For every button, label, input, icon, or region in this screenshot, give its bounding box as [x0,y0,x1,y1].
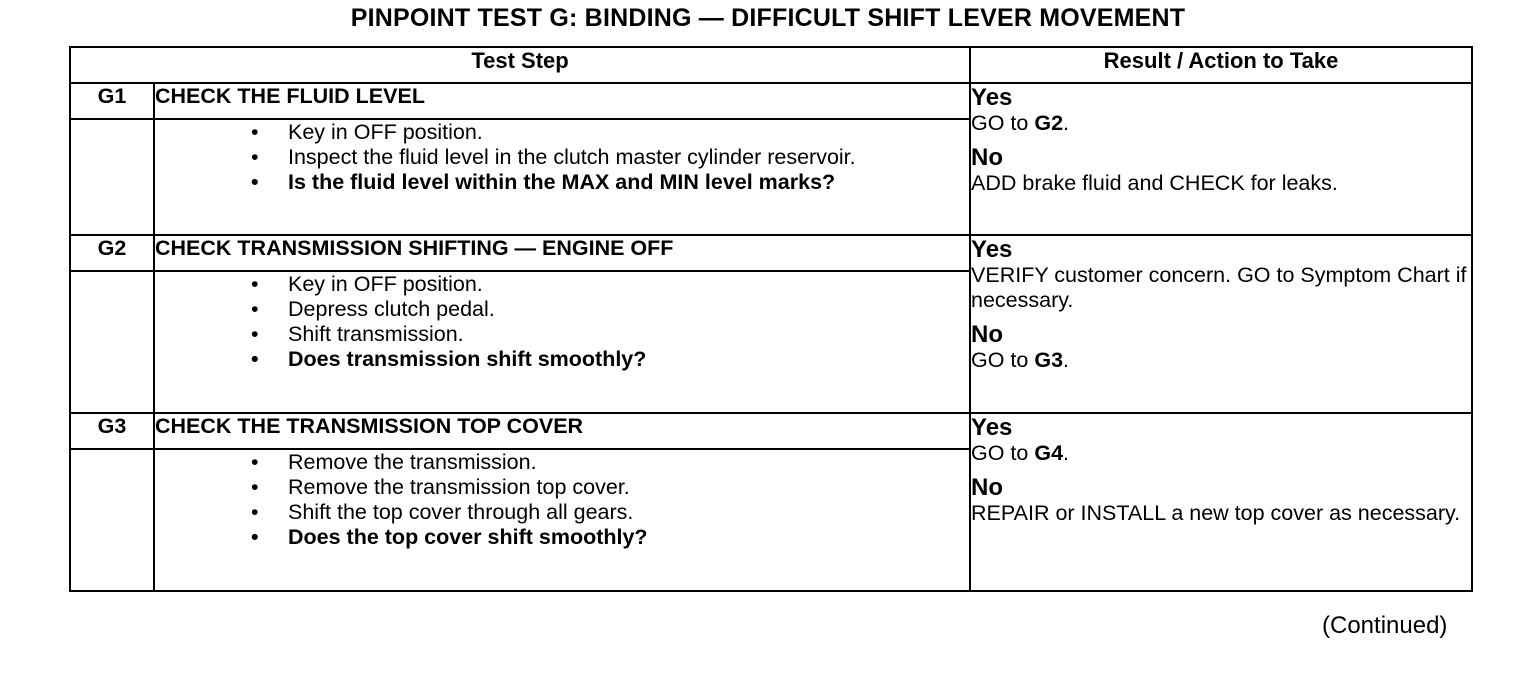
list-item: • Shift the top cover through all gears. [155,500,969,525]
table-header-row [70,47,1472,83]
step-id: G3 [70,413,154,449]
no-label: No [971,474,1004,501]
yes-label: Yes [971,236,1013,263]
step-result [970,83,1472,235]
list-item: • Remove the transmission top cover. [155,475,969,500]
step-question: • Does transmission shift smoothly? [155,347,969,372]
pinpoint-test-table [69,46,1473,592]
list-item: • Key in OFF position. [155,120,969,145]
no-label: No [971,144,1004,171]
step-title: CHECK THE FLUID LEVEL [154,83,970,119]
page-title: PINPOINT TEST G: BINDING — DIFFICULT SHIFT LEVER MOVEMENT [350,4,1186,32]
step-actions [154,119,970,235]
list-item: • Depress clutch pedal. [155,297,969,322]
yes-action: GO to G4. [971,441,1070,465]
header-result: Result / Action to Take [970,47,1472,83]
step-title-row [70,413,1472,449]
step-actions [154,449,970,591]
yes-label: Yes [971,84,1013,111]
step-title: CHECK THE TRANSMISSION TOP COVER [154,413,970,449]
step-question: • Is the fluid level within the MAX and MIN level marks? [155,170,969,195]
header-test-step: Test Step [70,47,970,83]
step-id: G1 [70,83,154,119]
step-title: CHECK TRANSMISSION SHIFTING — ENGINE OFF [154,235,970,271]
continued-note: (Continued) [1322,612,1448,639]
no-action: REPAIR or INSTALL a new top cover as necessary. [971,501,1461,525]
step-actions [154,271,970,413]
yes-action: VERIFY customer concern. GO to Symptom Chart if necessary. [971,263,1467,312]
list-item: • Remove the transmission. [155,450,969,475]
yes-label: Yes [971,414,1013,441]
step-title-row [70,235,1472,271]
list-item: • Shift transmission. [155,322,969,347]
list-item: • Inspect the fluid level in the clutch master cylinder reservoir. [155,145,969,170]
list-item: • Key in OFF position. [155,272,969,297]
no-label: No [971,321,1004,348]
step-question: • Does the top cover shift smoothly? [155,525,969,550]
no-action: GO to G3. [971,348,1070,372]
yes-action: GO to G2. [971,111,1070,135]
step-title-row [70,83,1472,119]
step-result [970,413,1472,591]
step-id: G2 [70,235,154,271]
step-result [970,235,1472,413]
no-action: ADD brake fluid and CHECK for leaks. [971,171,1338,195]
